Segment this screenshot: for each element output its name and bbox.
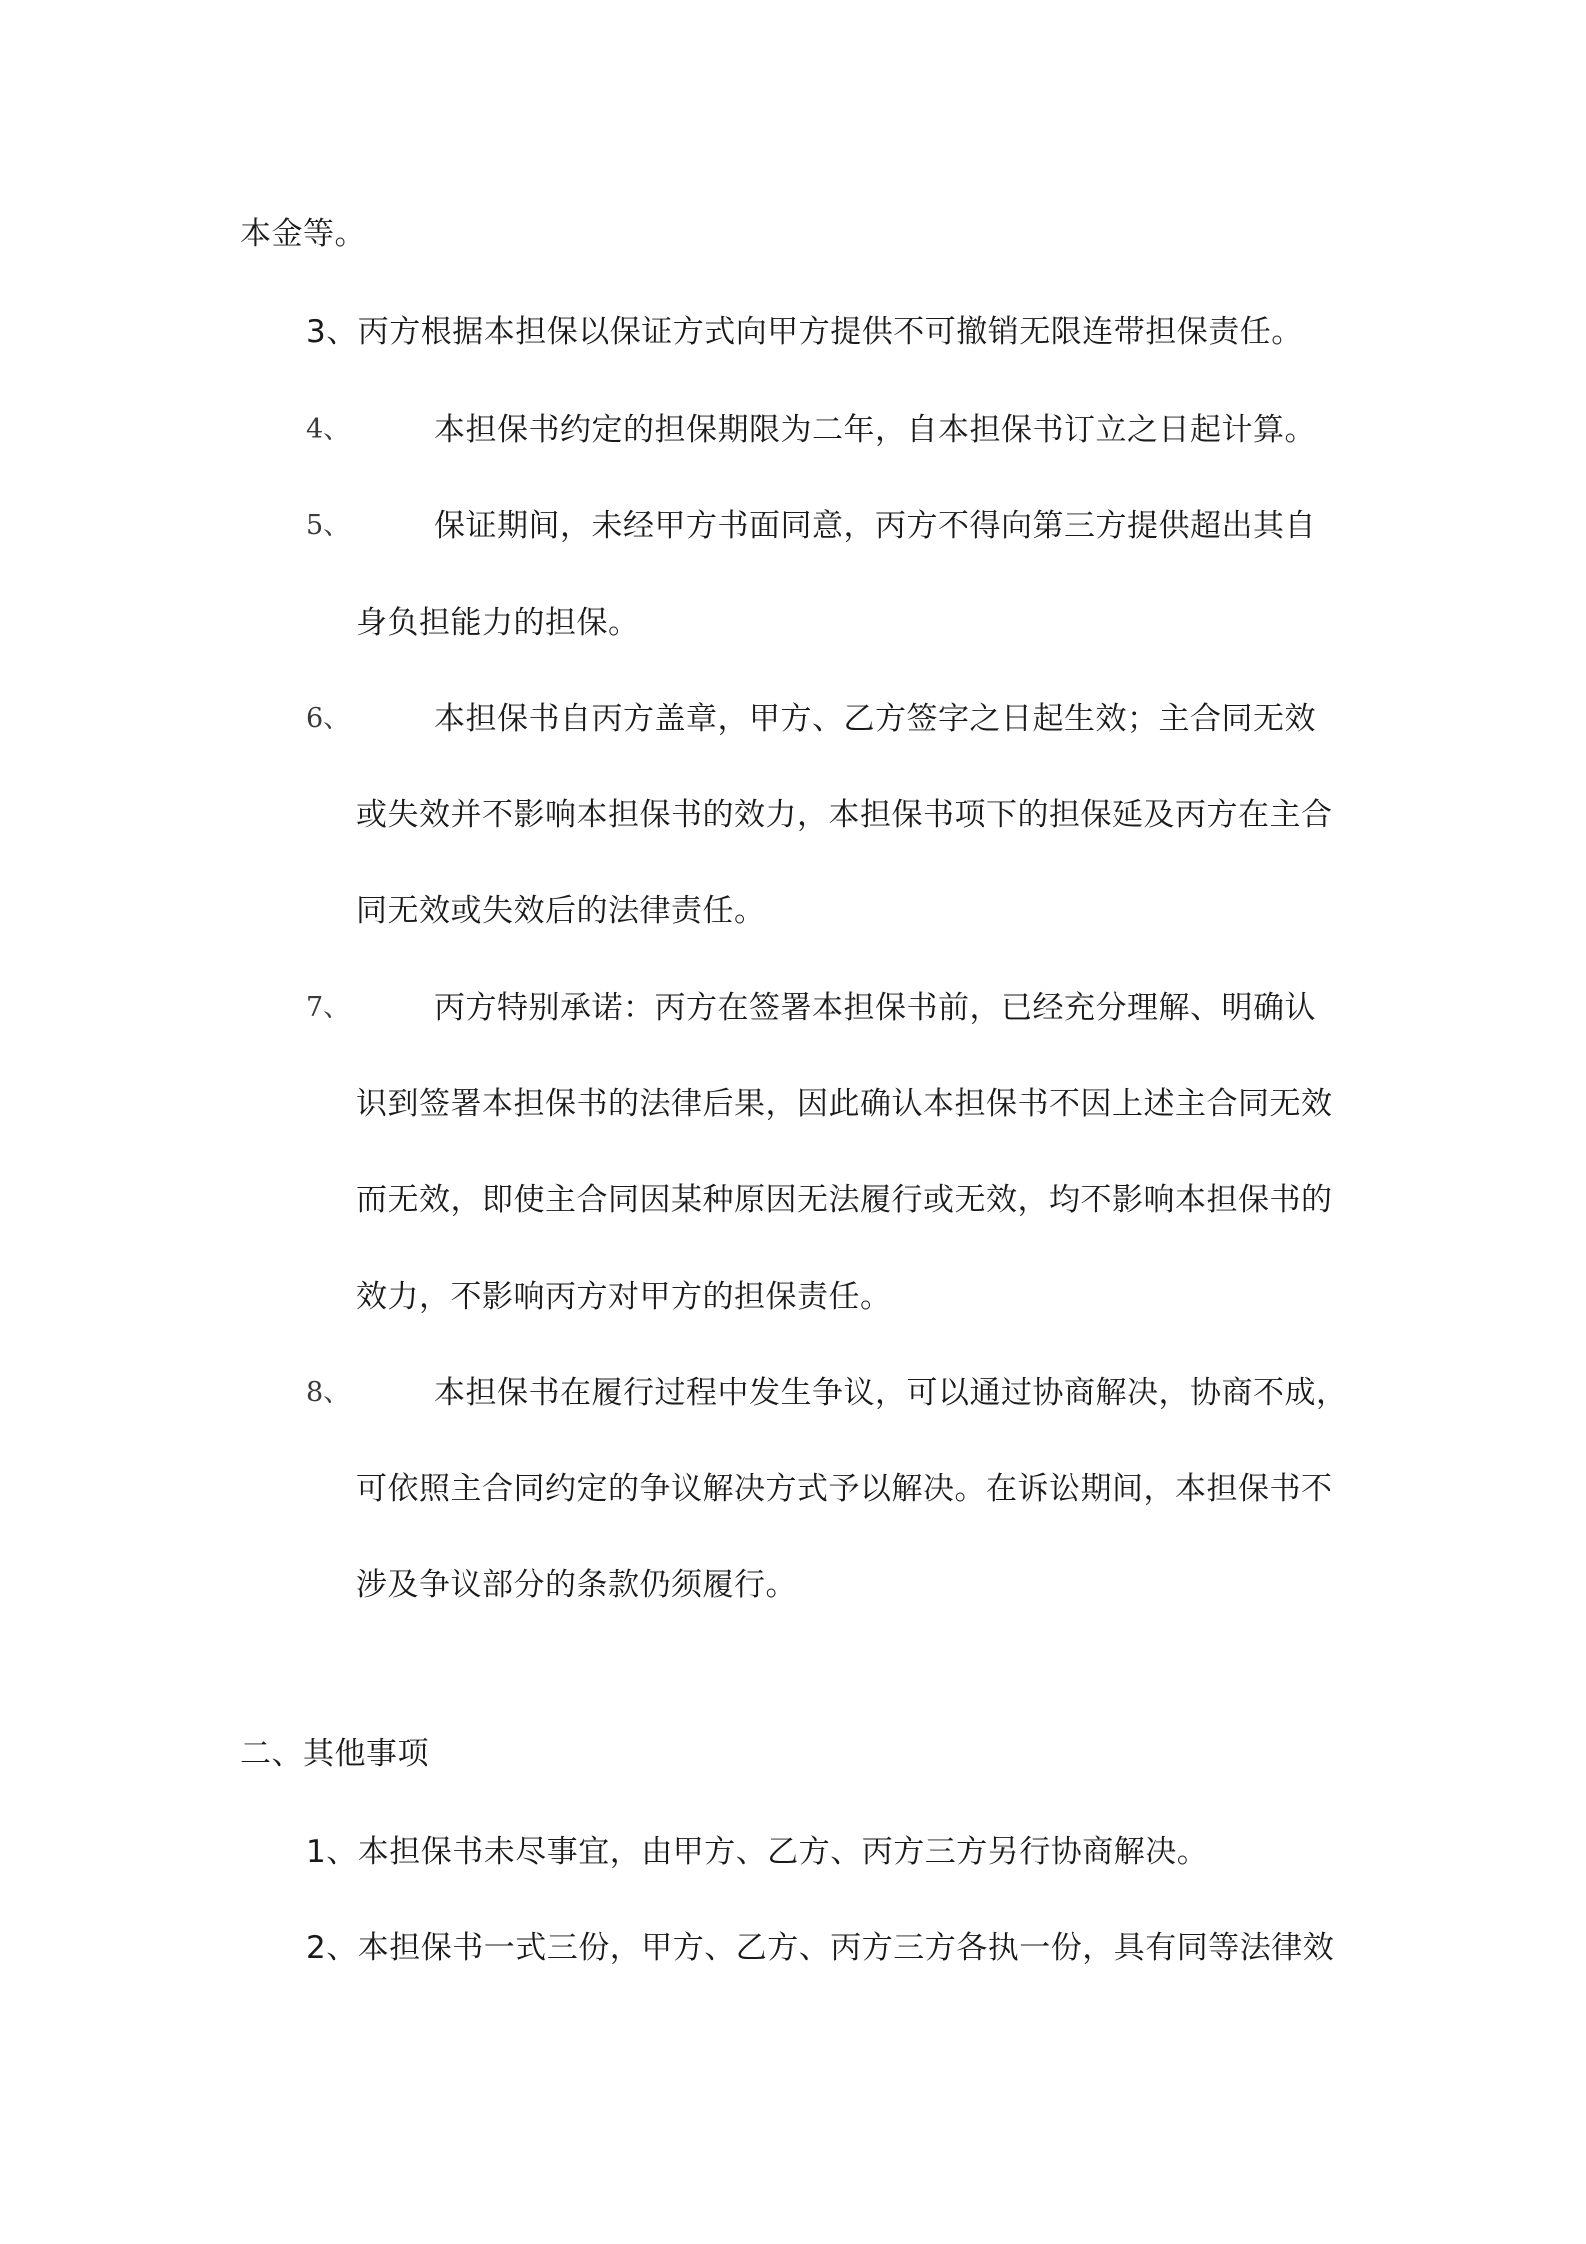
clause-3 <box>306 312 1303 352</box>
clause-8-line-2: 可依照主合同约定的争议解决方式予以解决。在诉讼期间，本担保书不 <box>356 1471 1333 1507</box>
section-heading: 二、其他事项 <box>240 1736 429 1772</box>
clause-5-line-2: 身负担能力的担保。 <box>356 605 640 641</box>
clause-number: 6、 <box>306 703 351 734</box>
clause-7-line-4: 效力，不影响丙方对甲方的担保责任。 <box>356 1279 892 1315</box>
clause-7-line-2: 识到签署本担保书的法律后果，因此确认本担保书不因上述主合同无效 <box>356 1086 1333 1122</box>
clause-6-line-1: 本担保书自丙方盖章，甲方、乙方签字之日起生效；主合同无效 <box>434 701 1316 737</box>
clause-6-line-3: 同无效或失效后的法律责任。 <box>356 893 766 929</box>
item-number: 1、 <box>306 1834 358 1870</box>
clause-number: 7、 <box>306 992 351 1023</box>
continuation-text: 本金等。 <box>240 216 366 252</box>
section2-item-2 <box>306 1928 1334 1968</box>
clause-number: 5、 <box>306 510 351 541</box>
clause-8-line-3: 涉及争议部分的条款仍须履行。 <box>356 1567 797 1603</box>
clause-number: 8、 <box>306 1377 351 1408</box>
clause-number: 3、 <box>306 314 358 350</box>
clause-8-line-1: 本担保书在履行过程中发生争议，可以通过协商解决，协商不成， <box>434 1375 1348 1411</box>
clause-4-line-1: 本担保书约定的担保期限为二年，自本担保书订立之日起计算。 <box>434 412 1316 448</box>
clause-7-line-1: 丙方特别承诺：丙方在签署本担保书前，已经充分理解、明确认 <box>434 990 1316 1026</box>
section2-item-1 <box>306 1832 1208 1872</box>
item-text: 本担保书未尽事宜，由甲方、乙方、丙方三方另行协商解决。 <box>357 1834 1209 1870</box>
clause-text: 丙方根据本担保以保证方式向甲方提供不可撤销无限连带担保责任。 <box>357 314 1303 350</box>
clause-number: 4、 <box>306 414 351 445</box>
clause-5-line-1: 保证期间，未经甲方书面同意，丙方不得向第三方提供超出其自 <box>434 508 1316 544</box>
item-text: 本担保书一式三份，甲方、乙方、丙方三方各执一份，具有同等法律效 <box>357 1930 1335 1966</box>
item-number: 2、 <box>306 1930 358 1966</box>
clause-6-line-2: 或失效并不影响本担保书的效力，本担保书项下的担保延及丙方在主合 <box>356 797 1333 833</box>
clause-7-line-3: 而无效，即使主合同因某种原因无法履行或无效，均不影响本担保书的 <box>356 1182 1333 1218</box>
